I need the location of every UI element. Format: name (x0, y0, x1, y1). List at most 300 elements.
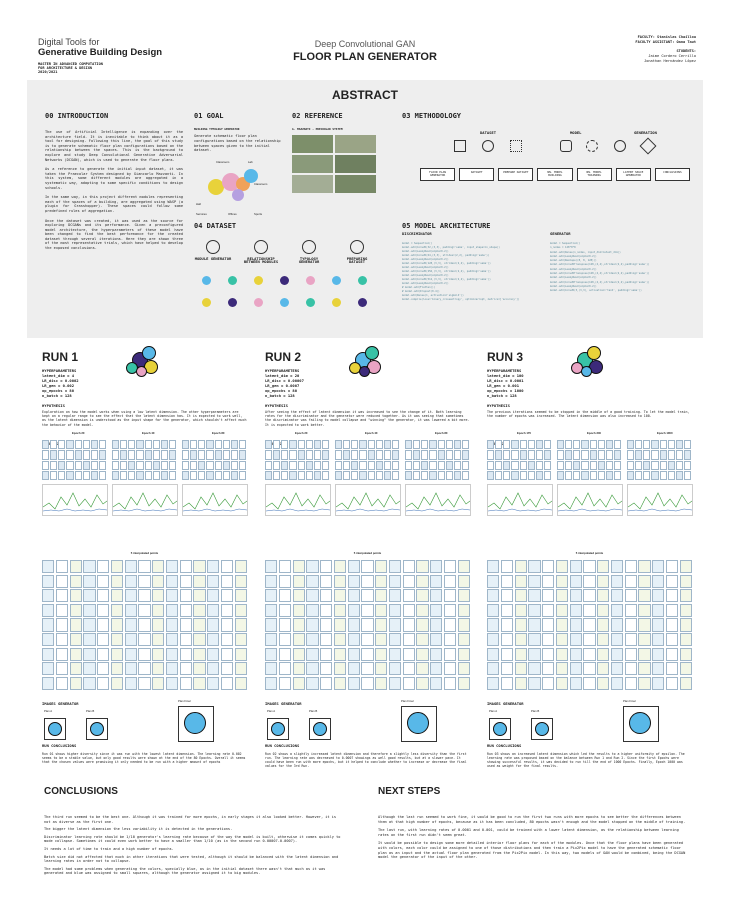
interp-sample (570, 633, 582, 646)
epoch-grid (627, 440, 691, 480)
epoch-sample (528, 471, 535, 480)
epoch-sample (627, 461, 634, 470)
interp-sample (166, 560, 178, 573)
dataset-item-label: TYPOLOGY GENERATOR (298, 256, 320, 265)
epoch-sample (376, 461, 383, 470)
goal-text: Generate schematic floor plan configurations based on the relationship between spaces given to the initial dataset. (194, 134, 281, 153)
dataset-thumb (280, 298, 289, 307)
interp-sample (625, 589, 637, 602)
program-year: 2020/2021 (38, 70, 58, 74)
epoch-sample (573, 450, 580, 459)
interp-sample (221, 618, 233, 631)
interp-sample (430, 604, 442, 617)
epoch-sample (503, 471, 510, 480)
interp-sample (680, 589, 692, 602)
epoch-sample (573, 461, 580, 470)
interp-sample (638, 648, 650, 661)
reference-photo-grid (292, 135, 376, 193)
interp-sample (666, 648, 678, 661)
floorplan-blob (365, 346, 379, 360)
method-step: LATENT SPACE GENERATOR (616, 168, 651, 181)
interp-sample (56, 677, 68, 690)
interp-sample (265, 633, 277, 646)
interp-sample (556, 618, 568, 631)
loss-chart (112, 484, 178, 516)
interp-sample (638, 560, 650, 573)
interp-sample (542, 662, 554, 675)
plan-blob (629, 712, 651, 734)
interp-sample (166, 662, 178, 675)
epoch-sample (231, 440, 238, 449)
interp-sample (375, 560, 387, 573)
epoch-sample (676, 440, 683, 449)
run-concl-label: RUN CONCLUSIONS (487, 743, 522, 748)
floorplan-blob (142, 346, 156, 360)
interp-sample (138, 560, 150, 573)
interp-sample (652, 589, 664, 602)
interp-sample (625, 618, 637, 631)
epoch-sample (215, 471, 222, 480)
interp-sample (542, 677, 554, 690)
plan-blob (90, 722, 104, 736)
interp-sample (638, 633, 650, 646)
plan-blob (493, 722, 507, 736)
loss-line-disc (266, 509, 330, 511)
interp-sample (444, 648, 456, 661)
interp-sample (125, 662, 137, 675)
next-step-item: Although the last run seemed to work fine, it would be good to run the first two runs with more epochs to see better the differences between them at that high number of epochs, because as it has been concluded, 80 epochs wasn't enough and the model stopped on the middle of training. (378, 815, 686, 824)
interp-sample (138, 662, 150, 675)
interp-sample (389, 604, 401, 617)
interp-sample (430, 677, 442, 690)
plan-blob (48, 722, 62, 736)
epoch-label: Epoch 20 (295, 431, 308, 435)
epoch-sample (128, 440, 135, 449)
loss-line-gen (113, 493, 177, 509)
interp-sample (83, 618, 95, 631)
epoch-sample (421, 450, 428, 459)
interp-sample (279, 618, 291, 631)
interp-sample (638, 589, 650, 602)
epoch-sample (438, 450, 445, 459)
epoch-sample (668, 471, 675, 480)
interp-sample (334, 589, 346, 602)
interp-sample (652, 677, 664, 690)
interp-sample (625, 633, 637, 646)
loss-chart (42, 484, 108, 516)
interp-sample (361, 589, 373, 602)
epoch-sample (190, 440, 197, 449)
interp-sample (680, 604, 692, 617)
interp-sample (97, 662, 109, 675)
epoch-sample (359, 461, 366, 470)
interp-sample (180, 575, 192, 588)
epoch-sample (405, 440, 412, 449)
hypothesis-label: HYPOTHESIS (265, 403, 288, 408)
epoch-sample (298, 471, 305, 480)
interp-sample (583, 633, 595, 646)
code-line: # model.add(Dropout(0.4)) (402, 290, 440, 293)
interp-sample (430, 618, 442, 631)
interp-sample (583, 560, 595, 573)
loss-line-disc (558, 509, 622, 511)
epoch-sample (50, 440, 57, 449)
loss-line-disc (336, 509, 400, 511)
code-line: model.add(LeakyReLU(alpha=0.2)) (550, 267, 597, 271)
epoch-sample (573, 440, 580, 449)
epoch-sample (660, 471, 667, 480)
interp-sample (570, 618, 582, 631)
epoch-sample (99, 450, 106, 459)
floorplan-blob (359, 366, 370, 377)
loss-line-disc (43, 509, 107, 511)
interp-sample (430, 633, 442, 646)
interp-sample (180, 604, 192, 617)
hypothesis-label: HYPOTHESIS (487, 403, 510, 408)
floorplan-blob (581, 366, 592, 377)
interp-sample (125, 575, 137, 588)
epoch-sample (413, 461, 420, 470)
plan-a-label: Plan A (44, 709, 53, 713)
epoch-sample (660, 450, 667, 459)
epoch-sample (590, 461, 597, 470)
interp-sample (320, 662, 332, 675)
loss-line-disc (406, 509, 470, 511)
run-blob-cluster (347, 344, 387, 378)
interp-sample (652, 618, 664, 631)
epoch-sample (343, 440, 350, 449)
epoch-sample (565, 471, 572, 480)
epoch-sample (223, 450, 230, 459)
interp-sample (293, 575, 305, 588)
interp-sample (166, 648, 178, 661)
epoch-sample (343, 461, 350, 470)
goal-label-offices: Offices (228, 211, 237, 216)
epoch-sample (454, 461, 461, 470)
interp-sample (279, 604, 291, 617)
epoch-sample (289, 461, 296, 470)
hypothesis-label: HYPOTHESIS (42, 403, 65, 408)
interp-sample (56, 604, 68, 617)
interp-sample (501, 589, 513, 602)
hypothesis-text: After seeing the effect of latent dimension it was increased to see the change of it. Both learning rates for the discriminator and the generator were reduced together. As it was seeing that sometimes the discriminator was failing to model collapse and "winning" the generator, it was lowered a bit more. It is expected to work better. (265, 410, 470, 427)
interp-sample (265, 677, 277, 690)
epoch-sample (182, 450, 189, 459)
interp-sample (542, 618, 554, 631)
epoch-sample (606, 450, 613, 459)
method-col-model: MODEL (570, 130, 582, 135)
program-line2: FOR ARCHITECTURE & DESIGN (38, 66, 93, 70)
epoch-sample (58, 461, 65, 470)
interp-sample (403, 618, 415, 631)
epoch-sample (99, 461, 106, 470)
interp-sample (416, 648, 428, 661)
interp-sample (597, 633, 609, 646)
epoch-grid (335, 440, 399, 480)
epoch-sample (643, 461, 650, 470)
interp-sample (570, 589, 582, 602)
code-line: model.add(Conv2D(512,(3,3), strides=(2,2), padding='same')) (402, 278, 491, 281)
epoch-sample (598, 440, 605, 449)
loss-chart (557, 484, 623, 516)
interp-sample (293, 604, 305, 617)
interp-sample (125, 677, 137, 690)
interp-sample (235, 618, 247, 631)
interp-sample (430, 560, 442, 573)
goal-label-lab: Lab (248, 159, 253, 164)
plan-a-label: Plan A (267, 709, 276, 713)
epoch-sample (462, 450, 469, 459)
interp-sample (152, 633, 164, 646)
interp-sample (279, 575, 291, 588)
epoch-sample (536, 440, 543, 449)
interp-sample (638, 604, 650, 617)
epoch-sample (438, 471, 445, 480)
interp-sample (444, 575, 456, 588)
interp-sample (320, 560, 332, 573)
interp-sample (279, 677, 291, 690)
interp-sample (180, 677, 192, 690)
code-line: model.add(Conv2D(256,(3,3), strides=(2,2), padding='same')) (402, 270, 491, 273)
epoch-sample (273, 450, 280, 459)
epoch-sample (421, 440, 428, 449)
epoch-sample (503, 440, 510, 449)
method-step: PREPARE DATASET (498, 168, 533, 181)
interp-sample (166, 575, 178, 588)
epoch-sample (281, 471, 288, 480)
dataset-thumb (254, 276, 263, 285)
interp-sample (666, 618, 678, 631)
epoch-sample (557, 461, 564, 470)
faculty: FACULTY: Stanislas Chaillou (637, 35, 696, 39)
interp-sample (361, 560, 373, 573)
interp-sample (279, 589, 291, 602)
epoch-sample (581, 440, 588, 449)
conclusion-item: Discriminator learning rate should be 1/10 generator's learning rate because of the way the model is built, otherwise it comes quickly to mode collapse. Sometimes it could even work better to have a smaller than 1/10 (as in the second run 0.00007-0.0007). (44, 834, 341, 844)
interp-sample (83, 677, 95, 690)
interp-sample (207, 662, 219, 675)
goal-label-hall: Hall (196, 201, 201, 206)
loss-line-disc (628, 509, 692, 511)
epoch-sample (58, 471, 65, 480)
epoch-sample (289, 440, 296, 449)
epoch-sample (239, 450, 246, 459)
code-line: # model.add(Flatten()) (402, 286, 436, 289)
interp-sample (403, 604, 415, 617)
interp-sample (166, 618, 178, 631)
plan-blob (535, 722, 549, 736)
interp-sample (138, 604, 150, 617)
interp-sample (666, 575, 678, 588)
interp-sample (515, 662, 527, 675)
epoch-sample (503, 450, 510, 459)
header-right (556, 35, 696, 64)
program-line1: MASTER IN ADVANCED COMPUTATION (38, 62, 103, 66)
epoch-sample (215, 440, 222, 449)
epoch-sample (120, 471, 127, 480)
epoch-sample (153, 440, 160, 449)
interp-sample (403, 633, 415, 646)
epoch-sample (91, 440, 98, 449)
epoch-sample (359, 450, 366, 459)
reference-photo (292, 135, 333, 153)
header-left (38, 37, 218, 74)
interp-sample (125, 648, 137, 661)
interp-sample (666, 633, 678, 646)
abstract-heading: ABSTRACT (332, 88, 398, 102)
epoch-sample (314, 450, 321, 459)
dataset-title: 04 DATASET (194, 222, 237, 230)
architecture-left-label: DISCRIMINATOR (402, 231, 432, 236)
epoch-sample (557, 440, 564, 449)
loss-line-gen (628, 493, 692, 509)
epoch-sample (169, 440, 176, 449)
interp-sample (265, 648, 277, 661)
interp-sample (597, 604, 609, 617)
epoch-sample (281, 450, 288, 459)
epoch-sample (487, 461, 494, 470)
epoch-sample (651, 450, 658, 459)
method-icon-target (640, 138, 657, 155)
epoch-sample (528, 461, 535, 470)
goal-label-classroom-c: Classroom (254, 181, 268, 186)
interp-sample (334, 677, 346, 690)
epoch-sample (614, 440, 621, 449)
dataset-thumb (358, 276, 367, 285)
interp-sample (152, 648, 164, 661)
epoch-sample (239, 461, 246, 470)
header-subtitle: Deep Convolutional GAN (314, 39, 416, 49)
epoch-sample (322, 461, 329, 470)
epoch-sample (368, 440, 375, 449)
code-line: model.add(Conv2D(64,(3,3), strides=(2,2), padding='same')) (402, 254, 490, 257)
epoch-sample (99, 440, 106, 449)
method-icon-nodes (586, 140, 598, 152)
interp-sample (515, 589, 527, 602)
loss-chart (182, 484, 248, 516)
interp-sample (375, 589, 387, 602)
generator-code (550, 242, 690, 294)
run-concl-label: RUN CONCLUSIONS (265, 743, 300, 748)
interp-sample (138, 648, 150, 661)
interp-sample (265, 575, 277, 588)
dataset-thumb (358, 298, 367, 307)
goal-label-sports: Sports (254, 211, 263, 216)
epoch-sample (169, 471, 176, 480)
interp-sample (666, 662, 678, 675)
run-title: RUN 2 (265, 350, 302, 364)
epoch-sample (91, 471, 98, 480)
interp-sample (556, 677, 568, 690)
interp-sample (542, 648, 554, 661)
interp-sample (293, 648, 305, 661)
epoch-sample (544, 461, 551, 470)
interp-sample (293, 589, 305, 602)
method-icon-cycle (614, 140, 626, 152)
loss-chart (265, 484, 331, 516)
epoch-sample (446, 471, 453, 480)
run-concl-text: Run 02 shows a slightly increased latent dimension and therefore a slightly less diversity than the first run. The learning rate was decreased to 0.0007 showings as well good results, but at a slower pace. It could have been run with more epochs, but it helped to conclude whether to increase or decrease the final values for the 3rd Run. (265, 752, 467, 768)
reference-title: 02 REFERENCE (292, 112, 343, 120)
epoch-sample (614, 450, 621, 459)
epoch-sample (462, 471, 469, 480)
students-label: STUDENTS: (676, 49, 696, 53)
interp-sample (180, 648, 192, 661)
interp-sample (70, 560, 82, 573)
epoch-sample (112, 450, 119, 459)
interp-sample (111, 677, 123, 690)
interp-sample (487, 618, 499, 631)
interp-sample (348, 677, 360, 690)
dataset-thumb (306, 298, 315, 307)
dataset-item-label: PREPARING DATASET (346, 256, 368, 265)
interp-sample (389, 589, 401, 602)
images-gen-label: IMAGES GENERATOR (265, 701, 302, 706)
interp-sample (138, 589, 150, 602)
epoch-sample (75, 440, 82, 449)
interp-sample (348, 604, 360, 617)
interp-sample (152, 560, 164, 573)
interp-sample (111, 618, 123, 631)
interp-sample (625, 677, 637, 690)
run-title: RUN 1 (42, 350, 79, 364)
epoch-sample (58, 440, 65, 449)
interp-sample (348, 560, 360, 573)
interp-sample (403, 677, 415, 690)
interp-sample (70, 633, 82, 646)
interp-sample (556, 633, 568, 646)
epoch-sample (153, 450, 160, 459)
epoch-sample (75, 471, 82, 480)
dataset-item (338, 240, 376, 264)
hyperparameter: latent_dim = 4 (42, 373, 75, 378)
epoch-sample (598, 471, 605, 480)
epoch-grid (405, 440, 469, 480)
epoch-sample (91, 450, 98, 459)
interp-sample (348, 589, 360, 602)
interp-sample (97, 575, 109, 588)
method-steps (420, 168, 690, 181)
interp-sample (221, 560, 233, 573)
interp-sample (638, 677, 650, 690)
epoch-sample (306, 461, 313, 470)
typology-icon (302, 240, 316, 254)
conclusion-item: The third run seemed to be the best one. Although it was trained for more epochs, in early stages it also looked better. However, it is not as diverse as the first one. (44, 815, 337, 824)
interp-sample (583, 648, 595, 661)
interp-sample (180, 560, 192, 573)
epoch-sample (182, 471, 189, 480)
plan-b-label: Plan B (86, 709, 95, 713)
epoch-sample (153, 461, 160, 470)
student-1: Jaime Cordero Cerrillo (648, 54, 696, 58)
interp-sample (70, 677, 82, 690)
hyperparameter: LR_disc = 0.0001 (487, 378, 524, 383)
loss-line-gen (183, 493, 247, 509)
next-step-item: It would be possible to design some more detailed interior floor plans for each of the modules. Once that the floor plans have been generated with colors, each color could be assigned to one of those distributions and then train a Pix2Pix model to have the generated schematic floor plan as an input and the actual floor plan generated from the Pix2Pix model. In this way, two models of GAN would be combined, being the DCGAN model the generator of the input of the other. (378, 841, 686, 860)
interp-sample (570, 662, 582, 675)
interp-sample (403, 648, 415, 661)
epoch-sample (265, 461, 272, 470)
epoch-sample (99, 471, 106, 480)
interp-sample (83, 589, 95, 602)
interp-sample (265, 604, 277, 617)
interp-sample (458, 589, 470, 602)
dataset-item-label: MODULE GENERATOR (194, 256, 232, 261)
interp-sample (235, 662, 247, 675)
code-line: model.add(Reshape((8, 8, 128))) (550, 259, 597, 263)
epoch-sample (42, 450, 49, 459)
loss-line-gen (558, 493, 622, 509)
